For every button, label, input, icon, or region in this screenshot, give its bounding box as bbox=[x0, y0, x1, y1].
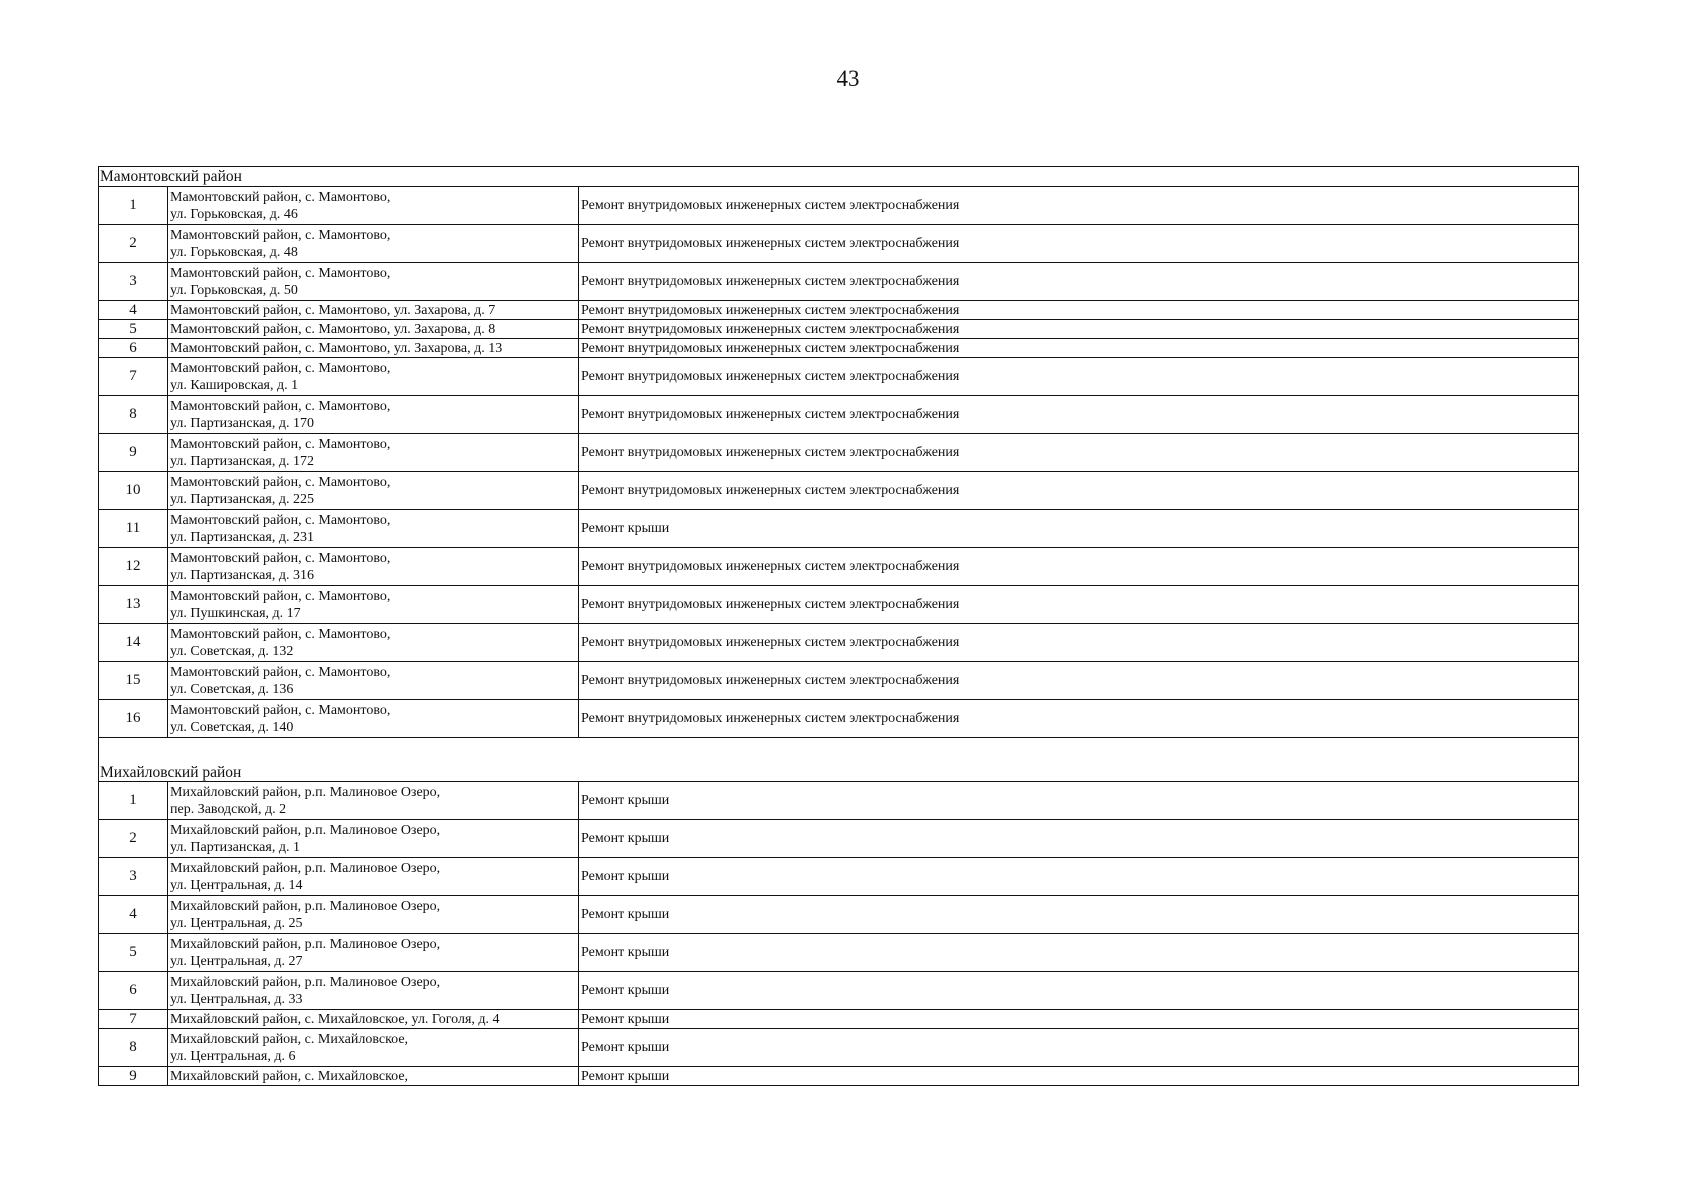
table-row bbox=[99, 510, 1579, 548]
section-header bbox=[99, 167, 1579, 187]
work-type-cell: Ремонт крыши bbox=[579, 510, 1579, 548]
work-type-cell: Ремонт внутридомовых инженерных систем электроснабжения bbox=[579, 548, 1579, 586]
address-cell bbox=[168, 225, 579, 263]
table-row bbox=[99, 187, 1579, 225]
row-number: 15 bbox=[99, 662, 168, 700]
address-line: ул. Партизанская, д. 225 bbox=[170, 491, 314, 507]
row-number: 9 bbox=[99, 434, 168, 472]
address-line: ул. Партизанская, д. 170 bbox=[170, 415, 314, 431]
address-line: Михайловский район, с. Михайловское, bbox=[170, 1031, 409, 1047]
table-row bbox=[99, 434, 1579, 472]
address-line: Мамонтовский район, с. Мамонтово, bbox=[170, 265, 391, 281]
work-type-cell: Ремонт крыши bbox=[579, 782, 1579, 820]
row-number: 14 bbox=[99, 624, 168, 662]
address-line: Михайловский район, р.п. Малиновое Озеро, bbox=[170, 898, 441, 914]
address-line: ул. Советская, д. 136 bbox=[170, 681, 294, 697]
work-type-cell: Ремонт внутридомовых инженерных систем электроснабжения bbox=[579, 320, 1579, 339]
address-line: Мамонтовский район, с. Мамонтово, bbox=[170, 626, 391, 642]
address-cell bbox=[168, 820, 579, 858]
address-line: Михайловский район, с. Михайловское, bbox=[170, 1068, 409, 1084]
row-number: 2 bbox=[99, 820, 168, 858]
address-cell bbox=[168, 358, 579, 396]
address-line: Михайловский район, с. Михайловское, ул. Гоголя, д. 4 bbox=[170, 1011, 500, 1027]
work-type-cell: Ремонт крыши bbox=[579, 858, 1579, 896]
table-row bbox=[99, 858, 1579, 896]
work-type-cell: Ремонт внутридомовых инженерных систем электроснабжения bbox=[579, 339, 1579, 358]
address-cell bbox=[168, 510, 579, 548]
works-table-body bbox=[99, 167, 1579, 1086]
table-row bbox=[99, 263, 1579, 301]
page-number: 43 bbox=[836, 66, 860, 91]
address-line: Мамонтовский район, с. Мамонтово, ул. Захарова, д. 13 bbox=[170, 340, 503, 356]
address-cell bbox=[168, 187, 579, 225]
address-line: Мамонтовский район, с. Мамонтово, bbox=[170, 436, 391, 452]
work-type-cell: Ремонт внутридомовых инженерных систем электроснабжения bbox=[579, 700, 1579, 738]
address-line: ул. Горьковская, д. 48 bbox=[170, 244, 298, 260]
address-cell bbox=[168, 548, 579, 586]
address-cell bbox=[168, 339, 579, 358]
address-line: ул. Центральная, д. 14 bbox=[170, 877, 303, 893]
row-number: 4 bbox=[99, 896, 168, 934]
address-line: ул. Партизанская, д. 316 bbox=[170, 567, 314, 583]
work-type-cell: Ремонт крыши bbox=[579, 896, 1579, 934]
address-cell bbox=[168, 301, 579, 320]
table-row bbox=[99, 700, 1579, 738]
address-line: Мамонтовский район, с. Мамонтово, bbox=[170, 227, 391, 243]
table-row bbox=[99, 972, 1579, 1010]
row-number: 3 bbox=[99, 263, 168, 301]
work-type-cell: Ремонт крыши bbox=[579, 1010, 1579, 1029]
work-type-cell: Ремонт внутридомовых инженерных систем электроснабжения bbox=[579, 225, 1579, 263]
address-line: ул. Советская, д. 132 bbox=[170, 643, 294, 659]
work-type-cell: Ремонт внутридомовых инженерных систем электроснабжения bbox=[579, 301, 1579, 320]
works-table bbox=[98, 166, 1579, 1086]
address-line: ул. Горьковская, д. 50 bbox=[170, 282, 298, 298]
row-number: 7 bbox=[99, 358, 168, 396]
address-cell bbox=[168, 1029, 579, 1067]
row-number: 6 bbox=[99, 972, 168, 1010]
row-number: 8 bbox=[99, 1029, 168, 1067]
address-cell bbox=[168, 1010, 579, 1029]
address-line: ул. Партизанская, д. 231 bbox=[170, 529, 314, 545]
address-line: Мамонтовский район, с. Мамонтово, ул. Захарова, д. 7 bbox=[170, 302, 496, 318]
table-row bbox=[99, 396, 1579, 434]
address-cell bbox=[168, 700, 579, 738]
row-number: 8 bbox=[99, 396, 168, 434]
row-number: 3 bbox=[99, 858, 168, 896]
address-line: ул. Центральная, д. 33 bbox=[170, 991, 303, 1007]
row-number: 5 bbox=[99, 320, 168, 339]
address-line: Мамонтовский район, с. Мамонтово, bbox=[170, 702, 391, 718]
work-type-cell: Ремонт крыши bbox=[579, 1067, 1579, 1086]
section-header bbox=[99, 738, 1579, 782]
address-line: Михайловский район, р.п. Малиновое Озеро, bbox=[170, 822, 441, 838]
work-type-cell: Ремонт внутридомовых инженерных систем электроснабжения bbox=[579, 434, 1579, 472]
row-number: 12 bbox=[99, 548, 168, 586]
work-type-cell: Ремонт внутридомовых инженерных систем электроснабжения bbox=[579, 662, 1579, 700]
row-number: 1 bbox=[99, 187, 168, 225]
row-number: 11 bbox=[99, 510, 168, 548]
address-line: Мамонтовский район, с. Мамонтово, bbox=[170, 398, 391, 414]
address-cell bbox=[168, 624, 579, 662]
address-line: Мамонтовский район, с. Мамонтово, bbox=[170, 189, 391, 205]
address-line: Мамонтовский район, с. Мамонтово, bbox=[170, 550, 391, 566]
row-number: 9 bbox=[99, 1067, 168, 1086]
address-line: Мамонтовский район, с. Мамонтово, bbox=[170, 588, 391, 604]
address-line: Михайловский район, р.п. Малиновое Озеро, bbox=[170, 936, 441, 952]
table-row bbox=[99, 820, 1579, 858]
work-type-cell: Ремонт крыши bbox=[579, 972, 1579, 1010]
address-line: Мамонтовский район, с. Мамонтово, bbox=[170, 664, 391, 680]
address-cell bbox=[168, 434, 579, 472]
address-cell bbox=[168, 472, 579, 510]
work-type-cell: Ремонт внутридомовых инженерных систем электроснабжения bbox=[579, 263, 1579, 301]
work-type-cell: Ремонт внутридомовых инженерных систем электроснабжения bbox=[579, 586, 1579, 624]
address-line: пер. Заводской, д. 2 bbox=[170, 801, 287, 817]
table-row bbox=[99, 1029, 1579, 1067]
table-row bbox=[99, 782, 1579, 820]
address-cell bbox=[168, 782, 579, 820]
row-number: 13 bbox=[99, 586, 168, 624]
work-type-cell: Ремонт внутридомовых инженерных систем электроснабжения bbox=[579, 472, 1579, 510]
address-cell bbox=[168, 896, 579, 934]
address-line: ул. Центральная, д. 25 bbox=[170, 915, 303, 931]
address-line: ул. Партизанская, д. 172 bbox=[170, 453, 314, 469]
address-line: Мамонтовский район, с. Мамонтово, bbox=[170, 360, 391, 376]
work-type-cell: Ремонт внутридомовых инженерных систем электроснабжения bbox=[579, 358, 1579, 396]
address-line: Мамонтовский район, с. Мамонтово, bbox=[170, 512, 391, 528]
work-type-cell: Ремонт крыши bbox=[579, 934, 1579, 972]
table-row bbox=[99, 624, 1579, 662]
address-line: ул. Партизанская, д. 1 bbox=[170, 839, 300, 855]
row-number: 6 bbox=[99, 339, 168, 358]
address-line: ул. Пушкинская, д. 17 bbox=[170, 605, 301, 621]
section-title: Михайловский район bbox=[99, 738, 1579, 782]
table-row bbox=[99, 225, 1579, 263]
address-line: Михайловский район, р.п. Малиновое Озеро, bbox=[170, 974, 441, 990]
address-line: ул. Центральная, д. 6 bbox=[170, 1048, 296, 1064]
table-row bbox=[99, 1067, 1579, 1086]
address-line: Михайловский район, р.п. Малиновое Озеро, bbox=[170, 784, 441, 800]
row-number: 1 bbox=[99, 782, 168, 820]
address-cell bbox=[168, 586, 579, 624]
address-cell bbox=[168, 320, 579, 339]
address-cell bbox=[168, 934, 579, 972]
table-row bbox=[99, 472, 1579, 510]
row-number: 10 bbox=[99, 472, 168, 510]
row-number: 2 bbox=[99, 225, 168, 263]
address-cell bbox=[168, 858, 579, 896]
address-line: Михайловский район, р.п. Малиновое Озеро, bbox=[170, 860, 441, 876]
address-line: ул. Кашировская, д. 1 bbox=[170, 377, 299, 393]
table-row bbox=[99, 320, 1579, 339]
address-cell bbox=[168, 662, 579, 700]
table-row bbox=[99, 896, 1579, 934]
address-cell bbox=[168, 972, 579, 1010]
table-row bbox=[99, 934, 1579, 972]
address-cell bbox=[168, 396, 579, 434]
work-type-cell: Ремонт крыши bbox=[579, 1029, 1579, 1067]
row-number: 16 bbox=[99, 700, 168, 738]
section-title: Мамонтовский район bbox=[99, 167, 1579, 187]
table-row bbox=[99, 548, 1579, 586]
row-number: 7 bbox=[99, 1010, 168, 1029]
work-type-cell: Ремонт внутридомовых инженерных систем электроснабжения bbox=[579, 187, 1579, 225]
address-line: ул. Центральная, д. 27 bbox=[170, 953, 303, 969]
table-row bbox=[99, 301, 1579, 320]
work-type-cell: Ремонт крыши bbox=[579, 820, 1579, 858]
address-line: Мамонтовский район, с. Мамонтово, bbox=[170, 474, 391, 490]
work-type-cell: Ремонт внутридомовых инженерных систем электроснабжения bbox=[579, 624, 1579, 662]
table-row bbox=[99, 662, 1579, 700]
address-line: Мамонтовский район, с. Мамонтово, ул. Захарова, д. 8 bbox=[170, 321, 496, 337]
table-row bbox=[99, 1010, 1579, 1029]
work-type-cell: Ремонт внутридомовых инженерных систем электроснабжения bbox=[579, 396, 1579, 434]
table-row bbox=[99, 339, 1579, 358]
address-line: ул. Горьковская, д. 46 bbox=[170, 206, 298, 222]
address-cell bbox=[168, 263, 579, 301]
row-number: 4 bbox=[99, 301, 168, 320]
address-line: ул. Советская, д. 140 bbox=[170, 719, 294, 735]
table-row bbox=[99, 358, 1579, 396]
row-number: 5 bbox=[99, 934, 168, 972]
table-row bbox=[99, 586, 1579, 624]
address-cell bbox=[168, 1067, 579, 1086]
